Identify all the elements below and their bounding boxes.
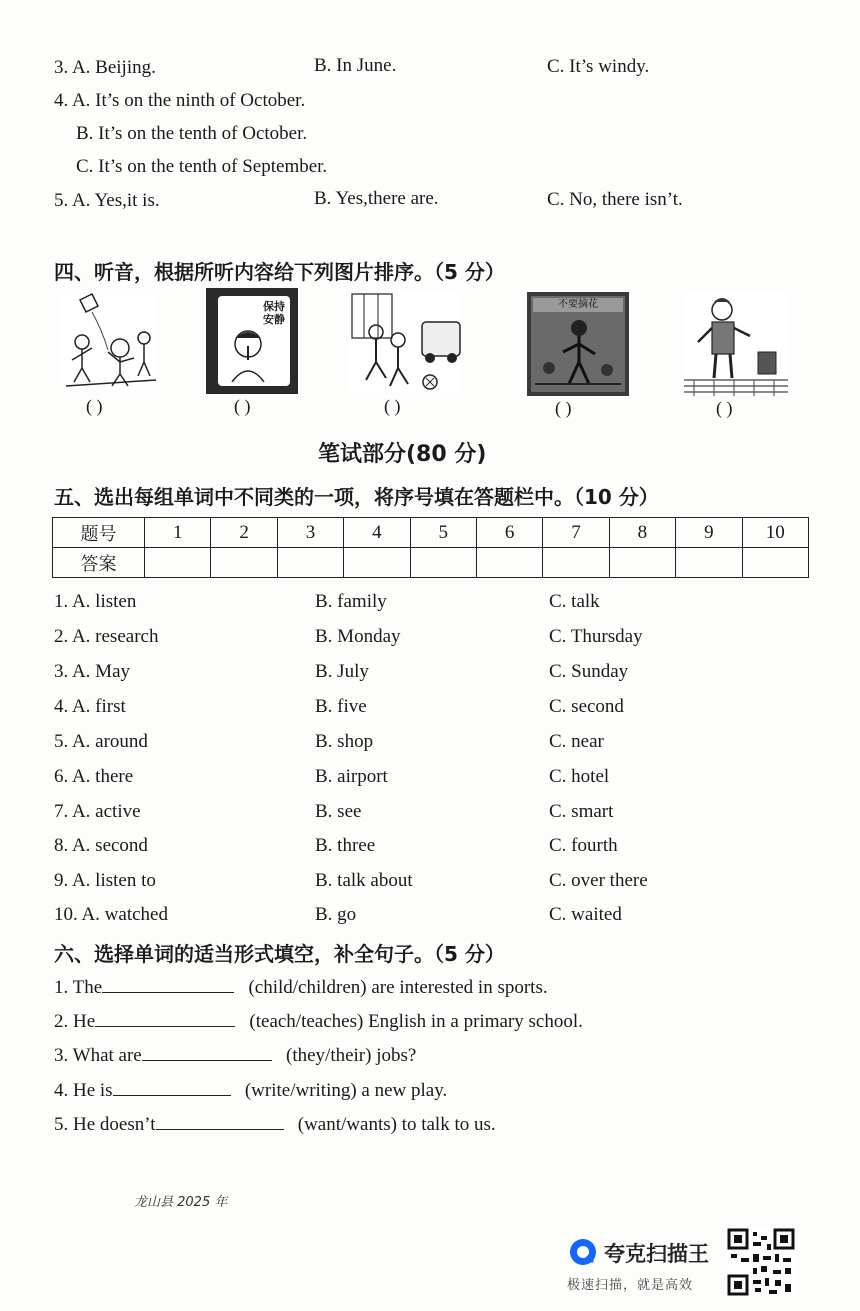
group9-option-b: B. talk about [315, 870, 413, 891]
group10-option-c: C. waited [549, 904, 622, 925]
group7-option-b: B. see [315, 801, 362, 822]
table-number-cell: 9 [676, 518, 742, 548]
fill-sentence-2 [54, 1008, 583, 1033]
section4-heading: 四、听音，根据所听内容给下列图片排序。（5 分） [54, 260, 505, 284]
table-row-label-answer: 答案 [53, 548, 145, 578]
table-number-cell: 7 [543, 518, 609, 548]
q4-option-b: B. It’s on the tenth of October. [76, 123, 308, 144]
q4-option-a: 4. A. It’s on the ninth of October. [54, 90, 306, 111]
written-part-title: 笔试部分(80 分) [318, 442, 487, 467]
litter-bin-man-picture [684, 292, 788, 396]
picture3-answer-paren: ( ) [384, 396, 401, 416]
group5-option-a: 5. A. around [54, 731, 148, 752]
group1-option-c: C. talk [549, 591, 600, 612]
table-row-label-number: 题号 [53, 518, 145, 548]
footer-exam-note: 龙山县 2025 年 [134, 1195, 228, 1210]
group6-option-b: B. airport [315, 766, 388, 787]
table-number-cell: 10 [742, 518, 808, 548]
answer-cell[interactable] [609, 548, 675, 578]
picture5-answer-paren: ( ) [716, 398, 733, 418]
keep-quiet-sign-picture [206, 288, 298, 394]
group4-option-b: B. five [315, 696, 367, 717]
group10-option-a: 10. A. watched [54, 904, 168, 925]
group1-option-a: 1. A. listen [54, 591, 137, 612]
fill-sentence-4-start: 4. He is [54, 1080, 113, 1101]
answer-cell[interactable] [277, 548, 343, 578]
answer-cell[interactable] [344, 548, 410, 578]
answer-blank-2[interactable] [95, 1008, 235, 1027]
group7-option-c: C. smart [549, 801, 614, 822]
fill-sentence-3-rest: (they/their) jobs? [286, 1045, 417, 1066]
table-number-cell: 5 [410, 518, 476, 548]
answer-cell[interactable] [676, 548, 742, 578]
no-picking-flowers-sign-picture [527, 292, 629, 396]
answer-blank-1[interactable] [102, 974, 234, 993]
fill-sentence-5-rest: (want/wants) to talk to us. [297, 1114, 496, 1135]
group2-option-b: B. Monday [315, 626, 401, 647]
group3-option-b: B. July [315, 661, 369, 682]
group3-option-c: C. Sunday [549, 661, 629, 682]
group2-option-a: 2. A. research [54, 626, 159, 647]
table-number-cell: 8 [609, 518, 675, 548]
q3-option-a: 3. A. Beijing. [54, 57, 156, 78]
fill-sentence-1 [54, 974, 548, 999]
group8-option-a: 8. A. second [54, 835, 148, 856]
q5-option-b: B. Yes,there are. [314, 188, 439, 209]
answer-blank-4[interactable] [113, 1077, 231, 1096]
kite-flying-children-picture [62, 290, 158, 390]
fill-sentence-3 [54, 1042, 416, 1067]
fill-sentence-5-start: 5. He doesn’t [54, 1114, 156, 1135]
group9-option-c: C. over there [549, 870, 648, 891]
scanner-brand-tagline: 极速扫描，就是高效 [567, 1278, 694, 1293]
group10-option-b: B. go [315, 904, 357, 925]
answer-blank-5[interactable] [156, 1111, 284, 1130]
scanner-brand-name: 夸克扫描王 [604, 1242, 709, 1266]
group1-option-b: B. family [315, 591, 387, 612]
group8-option-b: B. three [315, 835, 376, 856]
children-crossing-street-picture [350, 292, 462, 392]
group7-option-a: 7. A. active [54, 801, 141, 822]
answer-cell[interactable] [742, 548, 808, 578]
q3-option-c: C. It’s windy. [547, 56, 650, 77]
group3-option-a: 3. A. May [54, 661, 130, 682]
answer-cell[interactable] [211, 548, 277, 578]
answer-table-number-row [53, 518, 809, 548]
fill-sentence-4 [54, 1077, 447, 1102]
group6-option-a: 6. A. there [54, 766, 134, 787]
answer-cell[interactable] [476, 548, 542, 578]
answer-table [52, 517, 809, 578]
qr-code-icon [727, 1228, 795, 1296]
group2-option-c: C. Thursday [549, 626, 643, 647]
fill-sentence-1-rest: (child/children) are interested in sports. [248, 977, 548, 998]
picture4-answer-paren: ( ) [555, 398, 572, 418]
section6-heading: 六、选择单词的适当形式填空，补全句子。（5 分） [54, 942, 505, 966]
picture2-answer-paren: ( ) [234, 396, 251, 416]
fill-sentence-2-start: 2. He [54, 1011, 96, 1032]
group5-option-c: C. near [549, 731, 604, 752]
answer-cell[interactable] [543, 548, 609, 578]
group5-option-b: B. shop [315, 731, 374, 752]
group8-option-c: C. fourth [549, 835, 618, 856]
group9-option-a: 9. A. listen to [54, 870, 156, 891]
scanner-logo-icon [568, 1237, 598, 1267]
q5-option-a: 5. A. Yes,it is. [54, 190, 160, 211]
group4-option-c: C. second [549, 696, 624, 717]
fill-sentence-5 [54, 1111, 496, 1136]
no-picking-flowers-sign-text: 不要摘花 [533, 298, 623, 312]
table-number-cell: 2 [211, 518, 277, 548]
q5-option-c: C. No, there isn’t. [547, 189, 683, 210]
answer-blank-3[interactable] [142, 1042, 272, 1061]
answer-table-answer-row [53, 548, 809, 578]
q4-option-c: C. It’s on the tenth of September. [76, 156, 328, 177]
fill-sentence-2-rest: (teach/teaches) English in a primary school. [249, 1011, 583, 1032]
picture1-answer-paren: ( ) [86, 396, 103, 416]
q3-option-b: B. In June. [314, 55, 397, 76]
fill-sentence-4-rest: (write/writing) a new play. [244, 1080, 448, 1101]
section5-heading: 五、选出每组单词中不同类的一项，将序号填在答题栏中。（10 分） [54, 485, 659, 509]
group6-option-c: C. hotel [549, 766, 610, 787]
fill-sentence-3-start: 3. What are [54, 1045, 142, 1066]
group4-option-a: 4. A. first [54, 696, 126, 717]
fill-sentence-1-start: 1. The [54, 977, 103, 998]
keep-quiet-sign-text: 保持安静 [263, 300, 285, 326]
answer-cell[interactable] [145, 548, 211, 578]
table-number-cell: 1 [145, 518, 211, 548]
table-number-cell: 4 [344, 518, 410, 548]
table-number-cell: 3 [277, 518, 343, 548]
answer-cell[interactable] [410, 548, 476, 578]
table-number-cell: 6 [476, 518, 542, 548]
